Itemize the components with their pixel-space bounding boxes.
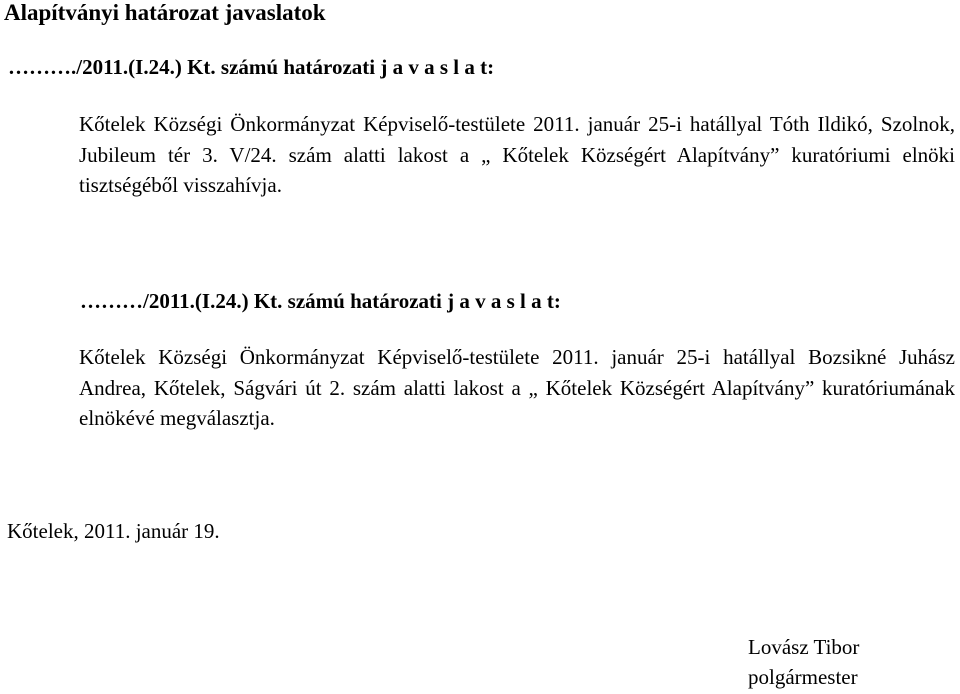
signature-name: Lovász Tibor <box>748 635 860 659</box>
resolution-2-text: Kőtelek Községi Önkormányzat Képviselő-testülete 2011. január 25-i hatállyal Bozsikné Juhász Andrea, Kőtelek, Ságvári út 2. szám alatti lakost a „ Kőtelek Községért Alapítvány” kuratóriumának elnökévé megválasztja. <box>79 345 955 430</box>
signature-block <box>748 632 859 692</box>
date-line: Kőtelek, 2011. január 19. <box>7 519 220 543</box>
signature-role: polgármester <box>748 665 858 689</box>
document-title: Alapítványi határozat javaslatok <box>4 0 326 25</box>
resolution-2-heading: ………/2011.(I.24.) Kt. számú határozati j a v a s l a t: <box>80 289 561 313</box>
resolution-1-text: Kőtelek Községi Önkormányzat Képviselő-testülete 2011. január 25-i hatállyal Tóth Ildikó, Szolnok, Jubileum tér 3. V/24. szám alatti lakost a „ Kőtelek Községért Alapítvány” kuratóriumi elnöki tisztségéből visszahívja. <box>79 112 955 197</box>
resolution-1-heading: ………./2011.(I.24.) Kt. számú határozati j a v a s l a t: <box>8 55 495 79</box>
